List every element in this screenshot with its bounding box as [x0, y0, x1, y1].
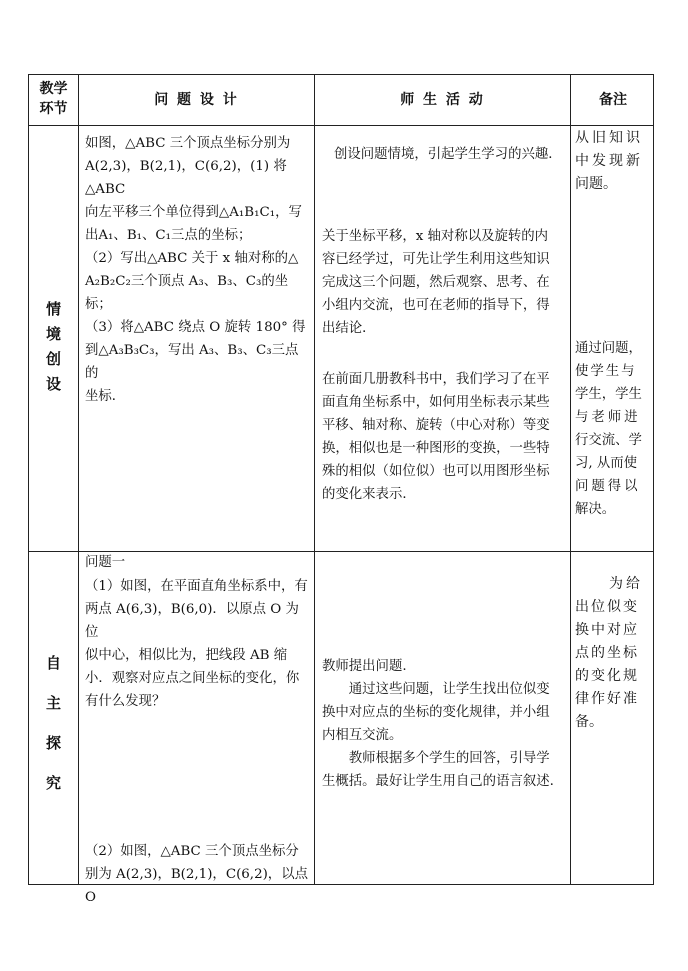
section2-question-title: 问题一	[85, 555, 126, 570]
note-line: 的变化规	[575, 668, 639, 684]
activity-line: 平移、轴对称、旋转（中心对称）等变	[322, 418, 550, 433]
col-divider-2	[314, 75, 315, 884]
question-line: 到△A₃B₃C₃，写出 A₃、B₃、C₃三点的	[85, 343, 299, 381]
activity-line: 面直角坐标系中，如何用坐标表示某些	[322, 395, 550, 410]
question-line: 两点 A(6,3)，B(6,0)．以原点 O 为位	[85, 602, 299, 640]
section2-label-char: 自	[45, 654, 61, 672]
section1-note-1	[575, 127, 653, 196]
note-line: 律作好准	[575, 691, 639, 707]
question-line: （2）写出△ABC 关于 x 轴对称的△	[85, 251, 299, 266]
note-line: 中发现新	[575, 153, 643, 169]
note-line: 与老师进	[575, 410, 641, 425]
activity-line: 换中对应点的坐标的变化规律，并小组	[322, 705, 550, 720]
activity-line: 关于坐标平移，x 轴对称以及旋转的内	[322, 229, 549, 244]
question-line: A(2,3)，B(2,1)，C(6,2)，(1) 将△ABC	[85, 159, 287, 197]
question-line: 如图，△ABC 三个顶点坐标分别为	[85, 136, 291, 151]
header-activities: 师 生 活 动	[400, 92, 485, 108]
activity-line: 的变化来表示．	[322, 487, 416, 502]
section2-note	[575, 573, 653, 734]
col-divider-3	[570, 75, 571, 884]
activity-line: 教师根据多个学生的回答，引导学	[322, 751, 550, 766]
section2-label-char: 探	[45, 734, 61, 752]
section1-label-char: 境	[45, 325, 61, 343]
question-line: 小．观察对应点之间坐标的变化，你	[85, 671, 300, 686]
note-line: 点的坐标	[575, 645, 639, 661]
section2-activities	[322, 655, 568, 793]
header-stage-line2: 环节	[39, 101, 68, 117]
note-line: 备。	[575, 714, 603, 730]
section1-label-char: 设	[45, 375, 61, 393]
note-line: 习, 从而使	[575, 456, 638, 471]
note-line: 解决。	[575, 502, 616, 517]
section1-question	[85, 132, 311, 408]
activity-line: 小组内交流，也可在老师的指导下，得	[322, 298, 550, 313]
activity-line: 出结论．	[322, 321, 376, 336]
activity-line: 通过这些问题，让学生找出位似变	[322, 682, 550, 697]
col-divider-1	[78, 75, 79, 884]
activity-line: 在前面几册教科书中，我们学习了在平	[322, 372, 550, 387]
header-question-design: 问 题 设 计	[154, 92, 239, 108]
activity-line: 容已经学过，可先让学生利用这些知识	[322, 252, 550, 267]
row-divider-header	[29, 125, 653, 126]
section1-label	[29, 297, 78, 397]
note-line: 换中对应	[575, 622, 639, 638]
activity-line: 完成这三个问题，然后观察、思考、在	[322, 275, 550, 290]
section2-label-char: 主	[45, 694, 61, 712]
activity-line: 殊的相似（如位似）也可以用图形坐标	[322, 464, 550, 479]
activity-line: 教师提出问题.	[322, 659, 407, 674]
section2-label	[29, 643, 78, 803]
section1-label-char: 创	[45, 350, 61, 368]
question-line: 别为 A(2,3)，B(2,1)，C(6,2)，以点 O	[85, 867, 308, 905]
question-line: 向左平移三个单位得到△A₁B₁C₁，写	[85, 205, 302, 220]
lesson-table	[28, 74, 654, 905]
section2-question-1	[85, 575, 311, 713]
note-line: 通过问题，	[575, 341, 642, 356]
section1-note-2	[575, 337, 653, 521]
note-line: 问题。	[575, 176, 617, 192]
activity-line: 生概括。最好让学生用自己的语言叙述.	[322, 774, 554, 789]
section2-question-2	[85, 840, 311, 909]
note-line: 问题得以	[575, 479, 641, 494]
header-stage-line1: 教学	[39, 81, 68, 97]
note-line: 为给	[575, 576, 643, 592]
activity-line: 内相互交流。	[322, 728, 403, 743]
section1-activity-prior-knowledge	[322, 225, 568, 340]
note-line: 从旧知识	[575, 130, 643, 146]
section2-label-char: 究	[45, 774, 61, 792]
question-line: 有什么发现？	[85, 694, 166, 709]
question-line: （3）将△ABC 绕点 O 旋转 180° 得	[85, 320, 306, 335]
section1-activity-intro: 创设问题情境，引起学生学习的兴趣．	[334, 147, 562, 162]
note-line: 出位似变	[575, 599, 639, 615]
question-line: A₂B₂C₂三个顶点 A₃、B₃、C₃的坐标；	[85, 274, 289, 312]
note-line: 使学生与	[575, 364, 637, 379]
question-line: 似中心，相似比为，把线段 AB 缩	[85, 648, 288, 663]
question-line: 出A₁、B₁、C₁三点的坐标；	[85, 228, 252, 243]
question-line: 坐标．	[85, 389, 126, 404]
note-line: 学生，学生	[575, 387, 642, 402]
header-stage	[29, 79, 78, 119]
note-line: 行交流、学	[575, 433, 642, 448]
header-notes: 备注	[599, 92, 627, 108]
section1-activity-background	[322, 368, 568, 506]
question-line: （1）如图，在平面直角坐标系中，有	[85, 579, 308, 594]
section1-label-char: 情	[45, 300, 61, 318]
activity-line: 换，相似也是一种图形的变换，一些特	[322, 441, 550, 456]
question-line: （2）如图，△ABC 三个顶点坐标分	[85, 844, 299, 859]
